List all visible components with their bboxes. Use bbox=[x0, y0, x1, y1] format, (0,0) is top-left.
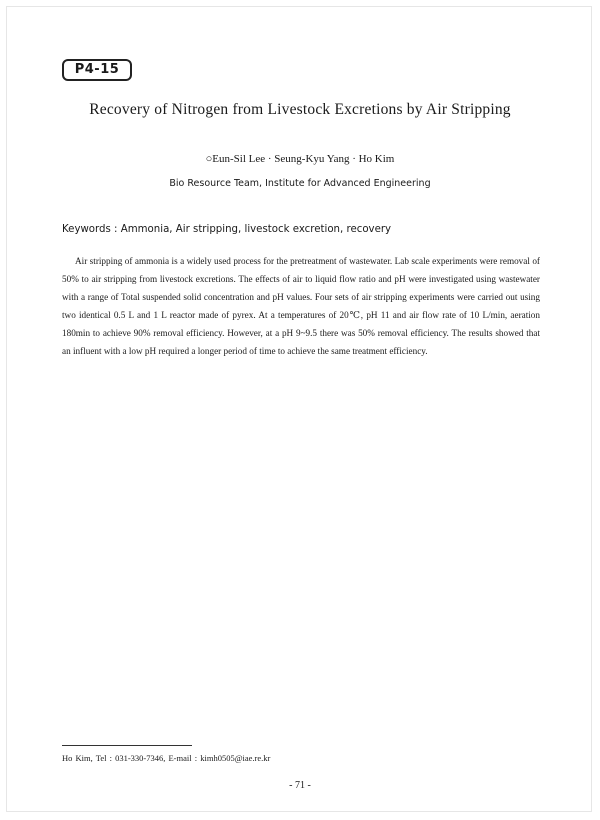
paper-title: Recovery of Nitrogen from Livestock Excretions by Air Stripping bbox=[89, 101, 511, 118]
abstract-paragraph: Air stripping of ammonia is a widely used process for the pretreatment of wastewater. Lab scale experiments were removal of 50% to air stripping from livestock excretions. The effects of air to liquid flow ratio and pH were investigated using wastewater with a range of Total suspended solid concentration and pH values. Four sets of air stripping experiments were carried out using two identical 0.5 L and 1 L reactor made of pyrex. At a temperatures of 20℃, pH 11 and air flow rate of 10 L/min, aeration 180min to achieve 90% removal efficiency. However, at a pH 9~9.5 there was 50% removal efficiency. The results showed that an influent with a low pH required a longer period of time to achieve the same treatment efficiency. bbox=[62, 256, 540, 357]
footnote-divider bbox=[62, 745, 192, 746]
page-border bbox=[6, 6, 592, 812]
affiliation: Bio Resource Team, Institute for Advanced Engineering bbox=[169, 178, 431, 189]
author-list: ○Eun-Sil Lee · Seung-Kyu Yang · Ho Kim bbox=[205, 153, 395, 165]
page-number: - 71 - bbox=[289, 780, 311, 791]
keywords: Keywords : Ammonia, Air stripping, livestock excretion, recovery bbox=[62, 224, 392, 235]
corresponding-author-footnote: Ho Kim, Tel : 031-330-7346, E-mail : kimh0505@iae.re.kr bbox=[62, 753, 271, 763]
paper-id-badge: P4-15 bbox=[62, 59, 132, 81]
